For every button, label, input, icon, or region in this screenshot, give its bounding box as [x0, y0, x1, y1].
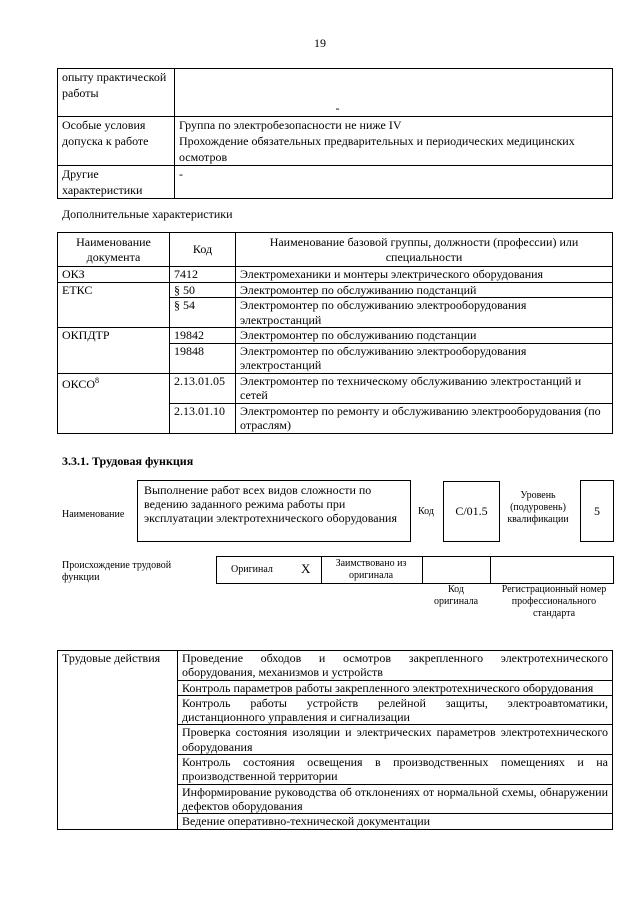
- name-cell: Электромонтер по обслуживанию подстанции: [236, 328, 613, 344]
- cell-divider: [422, 557, 423, 583]
- row-label: Особые условия допуска к работе: [58, 117, 175, 166]
- code-cell: 2.13.01.05: [170, 373, 236, 403]
- cell-divider: [490, 557, 491, 583]
- name-cell: Электромонтер по ремонту и обслуживанию электрооборудования (по отраслям): [236, 403, 613, 433]
- actions-label: Трудовые действия: [58, 651, 178, 830]
- level-value: 5: [594, 504, 600, 518]
- function-name-box: [137, 480, 411, 542]
- action-item: Контроль параметров работы закрепленного электротехнического оборудования: [178, 680, 613, 695]
- original-mark: X: [301, 561, 311, 576]
- table-row: [58, 166, 613, 199]
- table-row: [58, 69, 613, 117]
- labour-actions-table: [57, 650, 613, 830]
- doc-cell: [58, 373, 170, 433]
- action-item: Информирование руководства об отклонениях от нормальной схемы, обнаружении дефектов оборудования: [178, 784, 613, 814]
- action-item: Контроль работы устройств релейной защиты, электроавтоматики, дистанционного управления и сигнализации: [178, 695, 613, 725]
- table-row: [58, 373, 613, 403]
- row-value: [175, 117, 613, 166]
- row-label: Другие характеристики: [58, 166, 175, 199]
- level-box: [580, 480, 614, 542]
- header-name: Наименование базовой группы, должности (профессии) или специальности: [236, 233, 613, 267]
- table-row: [58, 328, 613, 344]
- doc-cell: ОКПДТР: [58, 328, 170, 374]
- code-label: Код: [418, 506, 434, 517]
- name-cell: Электромонтер по обслуживанию подстанций: [236, 282, 613, 298]
- code-original-label: Код оригинала: [433, 584, 479, 607]
- name-cell: Электромонтер по обслуживанию электрооборудования электростанций: [236, 298, 613, 328]
- row-value: -: [175, 166, 613, 199]
- section-title: 3.3.1. Трудовая функция: [62, 454, 194, 468]
- row-label: опыту практической работы: [58, 69, 175, 117]
- action-item: Проведение обходов и осмотров закрепленного электротехнического оборудования, механизмов и устройств: [178, 651, 613, 681]
- header-doc: Наименование документа: [58, 233, 170, 267]
- dash-value: -: [335, 101, 340, 115]
- additional-characteristics-title: Дополнительные характеристики: [62, 207, 233, 221]
- doc-text: ОКСО: [62, 376, 96, 391]
- name-cell: Электромонтер по обслуживанию электрооборудования электростанций: [236, 343, 613, 373]
- table-row: [58, 282, 613, 298]
- value-line: Группа по электробезопасности не ниже IV: [179, 118, 402, 132]
- code-cell: 2.13.01.10: [170, 403, 236, 433]
- footnote-ref: 8: [95, 375, 100, 385]
- code-box: [443, 481, 500, 542]
- table-row: [58, 267, 613, 283]
- original-label: Оригинал: [231, 564, 273, 575]
- code-cell: 19848: [170, 343, 236, 373]
- page-number: 19: [314, 36, 326, 50]
- row-value: [175, 69, 613, 117]
- function-name-value: Выполнение работ всех видов сложности по ведению заданного режима работы при эксплуатации электротехнического оборудования: [144, 483, 397, 525]
- table-row: [58, 117, 613, 166]
- action-item: Контроль состояния освещения в производственных помещениях и на производственной территории: [178, 755, 613, 785]
- table-row: [58, 651, 613, 681]
- name-cell: Электромонтер по техническому обслуживанию электростанций и сетей: [236, 373, 613, 403]
- doc-cell: ОКЗ: [58, 267, 170, 283]
- table-header-row: [58, 233, 613, 267]
- cell-divider: [321, 557, 322, 583]
- code-cell: § 54: [170, 298, 236, 328]
- doc-cell: ЕТКС: [58, 282, 170, 328]
- level-label: Уровень (подуровень) квалификации: [507, 490, 569, 525]
- origin-label: Происхождение трудовой функции: [62, 560, 172, 583]
- action-item: Проверка состояния изоляции и электрических параметров электротехнического оборудования: [178, 725, 613, 755]
- action-item: Ведение оперативно-технической документации: [178, 814, 613, 829]
- value-line: Прохождение обязательных предварительных и периодических медицинских осмотров: [179, 134, 575, 164]
- name-label: Наименование: [62, 509, 125, 520]
- name-cell: Электромеханики и монтеры электрического оборудования: [236, 267, 613, 283]
- additional-characteristics-table: [57, 232, 613, 434]
- reg-number-label: Регистрационный номер профессионального стандарта: [501, 584, 607, 619]
- header-code: Код: [170, 233, 236, 267]
- code-value: C/01.5: [455, 504, 488, 518]
- qualification-requirements-table: [57, 68, 613, 199]
- code-cell: 7412: [170, 267, 236, 283]
- code-cell: § 50: [170, 282, 236, 298]
- borrowed-label: Заимствовано из оригинала: [335, 558, 407, 581]
- code-cell: 19842: [170, 328, 236, 344]
- origin-table: [216, 556, 614, 584]
